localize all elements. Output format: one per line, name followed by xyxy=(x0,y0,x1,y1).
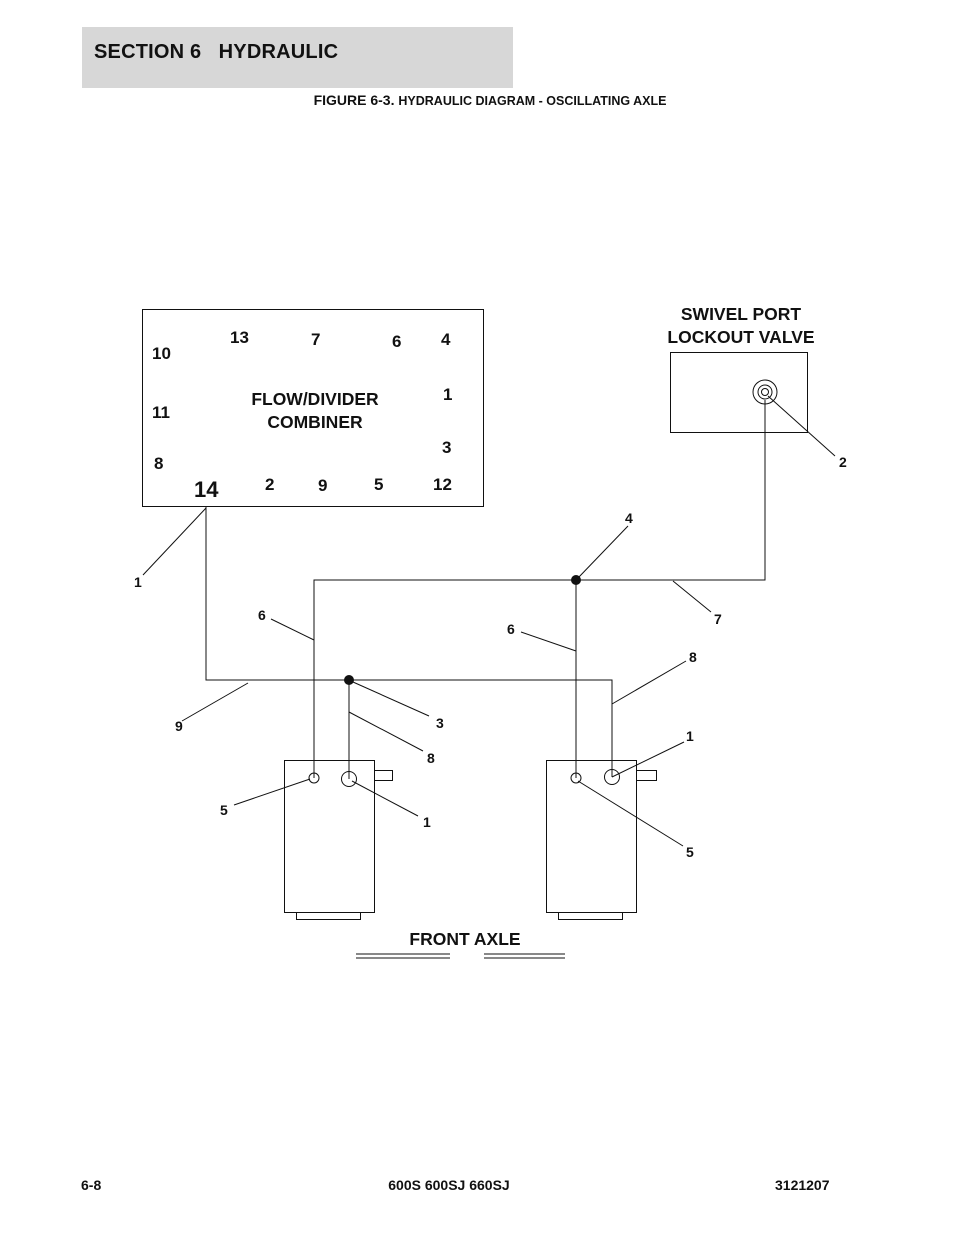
flow-divider-title-line2: COMBINER xyxy=(267,412,363,432)
left-cylinder-base xyxy=(297,913,361,920)
flow-divider-port-label: 12 xyxy=(433,475,452,494)
hydraulic-line-7 xyxy=(314,400,765,778)
leader-1-left xyxy=(352,781,418,816)
callout-label: 7 xyxy=(714,611,722,627)
flow-divider-port-label: 2 xyxy=(265,475,275,494)
flow-divider-port-label: 4 xyxy=(441,330,451,349)
flow-divider-port-label: 1 xyxy=(443,385,453,404)
right-cylinder-base xyxy=(559,913,623,920)
callout-label: 9 xyxy=(175,718,183,734)
flow-divider-port-label: 6 xyxy=(392,332,402,351)
callout-label: 8 xyxy=(427,750,435,766)
footer-page-number: 6-8 xyxy=(81,1177,102,1193)
leader-5-left xyxy=(234,779,310,805)
tee-junction-lower xyxy=(344,675,354,685)
callout-label: 1 xyxy=(423,814,431,830)
callout-label: 8 xyxy=(689,649,697,665)
flow-divider-port-label: 3 xyxy=(442,438,452,457)
leader-1-top xyxy=(143,508,206,575)
leader-1-right xyxy=(612,742,684,777)
callout-label: 2 xyxy=(839,454,847,470)
flow-divider-title-line1: FLOW/DIVIDER xyxy=(251,389,379,409)
left-cylinder-fitting xyxy=(375,771,393,781)
leader-3 xyxy=(353,682,429,716)
callout-label: 4 xyxy=(625,510,633,526)
right-cylinder-fitting xyxy=(637,771,657,781)
lockout-valve-title-line2: LOCKOUT VALVE xyxy=(667,327,815,347)
callout-label: 1 xyxy=(686,728,694,744)
leader-7 xyxy=(673,581,711,612)
leader-8-right xyxy=(612,661,686,704)
front-axle-label: FRONT AXLE xyxy=(409,929,521,949)
lockout-valve-title-line1: SWIVEL PORT xyxy=(680,304,802,324)
footer-models: 600S 600SJ 660SJ xyxy=(388,1177,510,1193)
tee-junction-upper xyxy=(571,575,581,585)
leader-6-left xyxy=(271,619,314,640)
flow-divider-port-label: 9 xyxy=(318,476,328,495)
figure-number: FIGURE 6-3. xyxy=(313,92,395,108)
lockout-valve-box xyxy=(671,353,808,433)
callout-label: 1 xyxy=(134,574,142,590)
leader-6-right xyxy=(521,632,576,651)
footer-doc-number: 3121207 xyxy=(775,1177,830,1193)
callout-label: 5 xyxy=(686,844,694,860)
flow-divider-port-label: 11 xyxy=(152,403,170,422)
leader-2 xyxy=(768,396,835,456)
lockout-valve-port-inner xyxy=(758,385,772,399)
callout-label: 3 xyxy=(436,715,444,731)
callout-label: 5 xyxy=(220,802,228,818)
leader-9 xyxy=(182,683,248,721)
leader-8-left xyxy=(349,712,423,751)
flow-divider-port-label: 13 xyxy=(230,328,249,347)
figure-title: HYDRAULIC DIAGRAM - OSCILLATING AXLE xyxy=(398,94,667,108)
flow-divider-port-label: 5 xyxy=(374,475,384,494)
leader-4 xyxy=(578,526,628,578)
flow-divider-port-label: 10 xyxy=(152,344,171,363)
lockout-valve-port-core xyxy=(762,389,769,396)
flow-divider-port-label: 7 xyxy=(311,330,321,349)
section-title: SECTION 6 HYDRAULIC xyxy=(94,41,339,63)
leader-5-right xyxy=(578,781,683,846)
callout-label: 6 xyxy=(507,621,515,637)
flow-divider-port-label: 8 xyxy=(154,454,164,473)
flow-divider-port-label: 14 xyxy=(194,477,219,502)
callout-label: 6 xyxy=(258,607,266,623)
right-lockout-cylinder xyxy=(547,761,637,913)
